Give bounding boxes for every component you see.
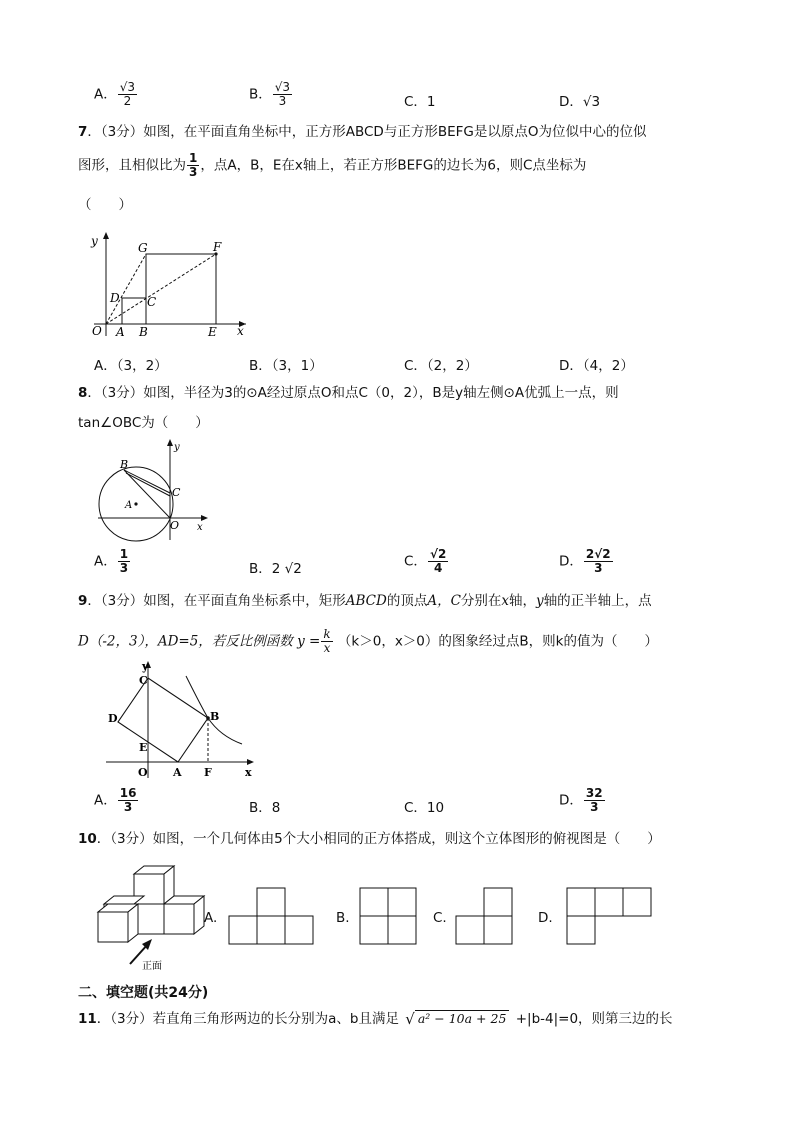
q8-fig-C: C	[172, 486, 181, 499]
q9-figure	[102, 656, 262, 782]
q8-fig-B: B	[120, 458, 129, 471]
q9-option-a: A． $\frac{16}{3}$	[94, 786, 137, 814]
q8-fig-O: O	[170, 519, 180, 532]
q9-fig-B: B	[210, 710, 220, 723]
q10-stem: 10．（3分）如图，一个几何体由5个大小相同的正方体搭成，则这个立体图形的俯视图是（ ）	[78, 831, 661, 847]
q7-fig-G: G	[138, 241, 148, 255]
q7-option-b: B．（3，1）	[249, 358, 323, 374]
q9-option-d: D． $\frac{32}{3}$	[559, 786, 603, 814]
q6-option-a: A． $\frac{√3}{2}$	[94, 80, 136, 108]
q10-option-b: B.	[336, 910, 350, 926]
q10-view-a	[228, 887, 314, 945]
q10-option-a: A.	[204, 910, 218, 926]
q8-stem-line1: 8．（3分）如图，半径为3的⊙A经过原点O和点C（0，2），B是y轴左侧⊙A优弧上一点，则	[78, 385, 619, 401]
q6-option-b: B． $\frac{√3}{3}$	[249, 80, 291, 108]
q8-figure	[94, 436, 214, 544]
q8-option-c: C． $\frac{√2}{4}$	[404, 547, 447, 575]
q9-fig-E: E	[139, 741, 148, 754]
q8-fig-A: A	[125, 500, 133, 511]
q7-fig-F: F	[213, 240, 222, 254]
section-heading-fill-in: 二、填空题(共24分)	[78, 985, 209, 1001]
q10-view-b	[359, 887, 417, 945]
q7-fig-C: C	[147, 295, 157, 309]
q7-fig-E: E	[208, 325, 217, 339]
q10-front-label: 正面	[142, 961, 162, 972]
q7-figure	[86, 228, 254, 340]
q9-fig-y: y	[142, 660, 149, 673]
q9-option-b: B．8	[249, 800, 281, 816]
q7-fig-A: A	[116, 325, 125, 339]
q8-option-b: B．2 √2	[249, 561, 302, 577]
q8-fig-x: x	[197, 522, 203, 533]
q9-stem-line1: 9．（3分）如图，在平面直角坐标系中，矩形ABCD的顶点A，C分别在x轴，y轴的正半轴上，点	[78, 593, 652, 609]
q7-option-c: C．（2，2）	[404, 358, 478, 374]
q9-fig-D: D	[108, 712, 118, 725]
q7-stem-line2: 图形，且相似比为 $\frac{1}{3}$ ，点A，B，E在x轴上，若正方形BEFG的边长为6，则C点坐标为	[78, 151, 587, 179]
q7-fig-x: x	[237, 324, 244, 338]
q6-option-c: C．1	[404, 94, 436, 110]
q10-option-c: C.	[433, 910, 447, 926]
q7-fig-y: y	[91, 234, 98, 248]
q7-fig-B: B	[139, 325, 148, 339]
q10-option-d: D.	[538, 910, 553, 926]
q7-fig-D: D	[110, 291, 120, 305]
q9-stem-line2: D（-2，3），AD=5，若反比例函数 y = $\frac{k}{x}$ （k＞0，x＞0）的图象经过点B，则k的值为（ ）	[78, 627, 658, 655]
q8-stem-line2: tan∠OBC为（ ）	[78, 415, 209, 431]
q11-sqrt: √ a² − 10a + 25	[405, 1010, 509, 1028]
q8-option-a: A． $\frac{1}{3}$	[94, 547, 129, 575]
q9-fig-x: x	[245, 766, 252, 779]
q11-stem: 11．（3分）若直角三角形两边的长分别为a、b且满足 √ a² − 10a + 25 +|b-4|=0，则第三边的长	[78, 1010, 673, 1028]
q9-fig-A: A	[173, 766, 182, 779]
q8-fig-y: y	[174, 442, 180, 453]
q8-option-d: D． $\frac{2√2}{3}$	[559, 547, 611, 575]
q10-solid-figure	[92, 860, 210, 974]
q9-fig-O: O	[138, 766, 148, 779]
q10-view-d	[566, 887, 652, 945]
q6-option-d: D．√3	[559, 94, 601, 110]
q9-fig-F: F	[204, 766, 212, 779]
q7-fig-O: O	[92, 324, 102, 338]
q9-option-c: C．10	[404, 800, 445, 816]
q9-fig-C: C	[139, 674, 148, 687]
q7-option-d: D．（4，2）	[559, 358, 634, 374]
q7-stem-line1: 7．（3分）如图，在平面直角坐标中，正方形ABCD与正方形BEFG是以原点O为位似中心的位似	[78, 124, 647, 140]
q7-answer-paren: （ ）	[78, 197, 132, 213]
q7-option-a: A．（3，2）	[94, 358, 168, 374]
q10-view-c	[455, 887, 513, 945]
